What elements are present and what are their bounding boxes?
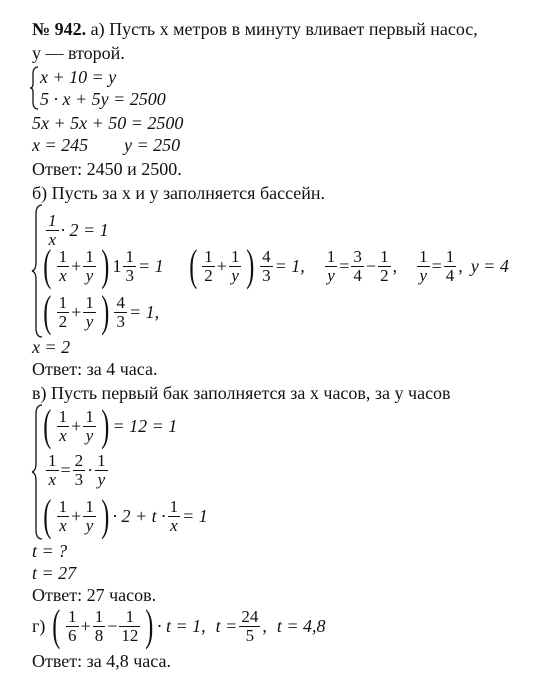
- part-a-answer: Ответ: 2450 и 2500.: [32, 159, 182, 179]
- part-g-row: г) ( $\frac{1}{6}$ + $\frac{1}{8}$ − $\frac{1}{12}$ ) · t = 1, t = $\frac{24}{5}$ , t = 4,8: [32, 601, 326, 650]
- part-v-row1-end: = 12 = 1: [112, 415, 178, 436]
- part-b-y-value: y = 4: [470, 255, 509, 276]
- fraction: $\frac{4}{3}$: [262, 246, 271, 285]
- part-v-row-1: ( $\frac{1}{x}$ + $\frac{1}{y}$ ) = 12 = 1: [43, 401, 178, 450]
- part-g-tail-2: t =: [215, 615, 238, 636]
- part-b-row2-end: = 1: [137, 255, 164, 276]
- part-v-answer: Ответ: 27 часов.: [32, 585, 157, 605]
- part-a-y-value: y = 250: [124, 135, 181, 155]
- part-b-row2-second-end: = 1,: [274, 255, 305, 276]
- fraction: $\frac{1}{12}$: [121, 606, 139, 645]
- part-v-t-value: t = 27: [32, 563, 77, 583]
- part-g-answer: Ответ: за 4,8 часа.: [32, 651, 171, 671]
- fraction: $\frac{1}{x}$: [169, 496, 179, 535]
- system-brace: [30, 66, 40, 110]
- part-g-label: г): [32, 615, 46, 636]
- part-a-eq3: 5x + 5x + 50 = 2500: [32, 113, 184, 133]
- part-v-intro: в) Пусть первый бак заполняется за x часов, за y часов: [32, 383, 451, 403]
- part-b-answer: Ответ: за 4 часа.: [32, 359, 158, 379]
- fraction: $\frac{1}{x}$: [58, 496, 68, 535]
- part-a-x-value: x = 245: [32, 135, 89, 155]
- fraction: $\frac{1}{y}$: [85, 246, 94, 285]
- fraction: $\frac{1}{2}$: [204, 246, 213, 285]
- fraction: $\frac{1}{6}$: [68, 606, 77, 645]
- fraction: $\frac{1}{y}$: [85, 292, 94, 331]
- fraction: $\frac{1}{x}$: [58, 406, 68, 445]
- fraction: $\frac{1}{x}$: [58, 246, 68, 285]
- part-v-row-3: ( $\frac{1}{x}$ + $\frac{1}{y}$ ) · 2 + t · $\frac{1}{x}$ = 1: [43, 491, 208, 540]
- part-b-x-value: x = 2: [32, 337, 71, 357]
- fraction: $\frac{1}{y}$: [326, 246, 336, 285]
- fraction: $\frac{1}{2}$: [380, 246, 389, 285]
- fraction: $\frac{1}{x}$: [48, 451, 57, 489]
- fraction: $\frac{1}{y}$: [419, 246, 428, 285]
- part-a-intro: а) Пусть x метров в минуту вливает первый насос,: [90, 19, 478, 39]
- fraction: $\frac{2}{3}$: [74, 451, 84, 489]
- equals-sign: =: [60, 460, 71, 480]
- fraction: $\frac{1}{y}$: [85, 496, 94, 535]
- part-v-t-unknown: t = ?: [32, 541, 68, 561]
- part-g-t-value: t = 4,8: [276, 615, 326, 636]
- problem-intro-line: [32, 18, 478, 40]
- fraction: $\frac{3}{4}$: [353, 246, 362, 285]
- fraction: $\frac{4}{3}$: [116, 292, 125, 331]
- fraction: $\frac{24}{5}$: [241, 606, 259, 645]
- part-g-tail-1: · t = 1,: [157, 615, 206, 636]
- problem-number: № 942.: [32, 19, 87, 39]
- part-b-intro: б) Пусть за x и y заполняется бассейн.: [32, 183, 326, 203]
- part-v-row3-end: = 1: [182, 505, 208, 526]
- part-b-row1-tail: · 2 = 1: [60, 220, 109, 240]
- part-a-intro-2: y — второй.: [32, 43, 125, 63]
- part-v-row3-mid: · 2 + t ·: [112, 505, 166, 526]
- comma: ,: [262, 615, 267, 636]
- part-a-system-eq2: 5 · x + 5y = 2500: [40, 89, 166, 109]
- fraction: $\frac{1}{2}$: [58, 292, 68, 331]
- fraction: $\frac{1}{y}$: [85, 406, 94, 445]
- part-b-row3-end: = 1,: [128, 301, 160, 322]
- fraction: $\frac{1}{3}$: [125, 246, 134, 285]
- part-b-row-2: ( $\frac{1}{x}$ + $\frac{1}{y}$ ) 1 $\frac{1}{3}$ = 1 ( $\frac{1}{2}$ + $\frac{1}{y}$ ) $\frac{4}{3}$ = 1, $\frac{1}{y}$ = $\frac{3}{4}$ − $\frac{1}{2}$ , $\frac{1}{y}$ = $\frac{1}{4}$ , y = 4: [43, 241, 509, 290]
- part-b-row-3: ( $\frac{1}{2}$ + $\frac{1}{y}$ ) $\frac{4}{3}$ = 1,: [43, 287, 160, 336]
- fraction: $\frac{1}{y}$: [97, 451, 106, 489]
- mixed-number-whole: 1: [112, 255, 122, 276]
- fraction: $\frac{1}{4}$: [445, 246, 455, 285]
- fraction: $\frac{1}{x}$: [48, 211, 57, 249]
- part-v-row-2: $\frac{1}{x}$ = $\frac{2}{3}$ · $\frac{1}{y}$: [48, 451, 106, 489]
- fraction: $\frac{1}{y}$: [230, 246, 240, 285]
- fraction: $\frac{1}{8}$: [94, 606, 104, 645]
- part-a-system-eq1: x + 10 = y: [40, 67, 117, 87]
